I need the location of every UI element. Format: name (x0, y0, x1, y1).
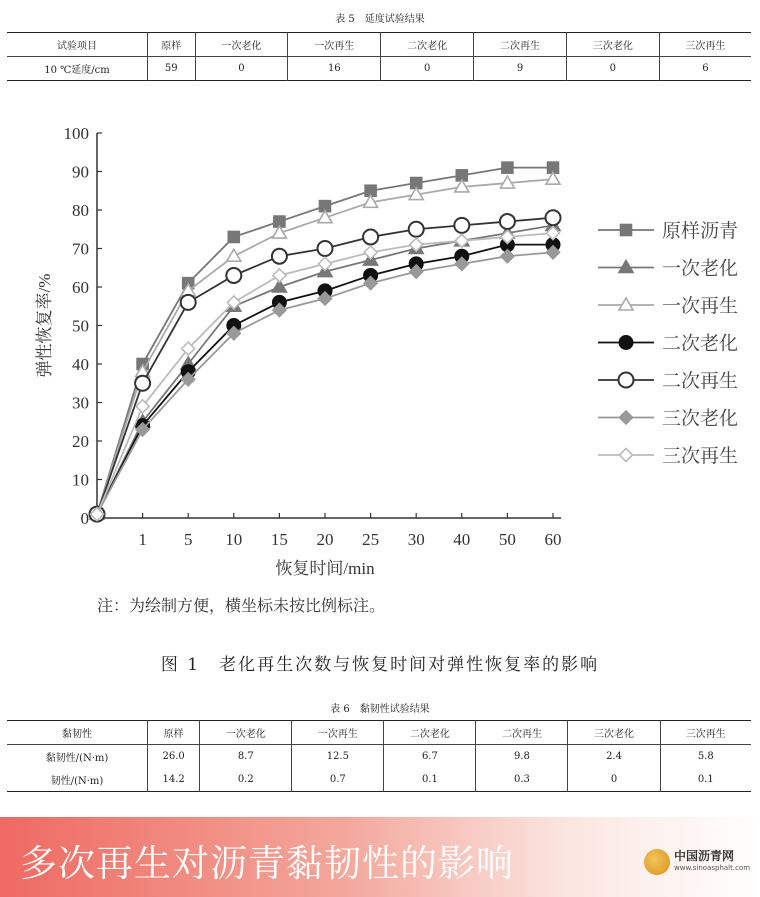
y-tick-label: 0 (80, 509, 89, 528)
table-row (7, 57, 751, 81)
x-tick-label: 5 (183, 530, 193, 549)
data-point (502, 162, 513, 173)
table5-cell: 0 (566, 57, 659, 81)
table-row (7, 745, 751, 769)
figure-caption: 图 1 老化再生次数与恢复时间对弹性恢复率的影响 (160, 655, 600, 675)
data-point (228, 231, 239, 242)
legend-entry (598, 333, 738, 355)
y-tick-label: 40 (72, 355, 89, 374)
data-point (363, 229, 378, 244)
legend-marker (620, 336, 633, 349)
table5-header-cell: 一次再生 (288, 33, 381, 57)
legend-entry (598, 258, 738, 280)
table5 (7, 32, 751, 81)
series-3 (90, 172, 560, 519)
legend-entry (598, 370, 738, 392)
table5-header-row (7, 33, 751, 57)
figure-note: 注：为绘制方便，横坐标未按比例标注。 (97, 596, 386, 615)
legend-marker (619, 261, 633, 273)
table5-cell: 10 ℃延度/cm (44, 65, 110, 76)
table6 (7, 720, 751, 792)
series-4 (91, 238, 560, 521)
data-point (500, 214, 515, 229)
legend-label: 原样沥青 (662, 221, 739, 242)
y-tick-label: 20 (72, 432, 89, 451)
table5-header-cell: 原样 (148, 33, 196, 57)
series-7 (91, 227, 560, 521)
table5-header-cell: 三次老化 (566, 33, 659, 57)
legend-entry (598, 408, 738, 430)
table6-cell: 0.3 (476, 768, 568, 792)
table6-cell: 12.5 (292, 745, 384, 769)
table5-cell: 0 (381, 57, 474, 81)
y-tick-label: 30 (72, 393, 89, 413)
y-tick-label: 100 (63, 124, 89, 143)
y-tick-label: 80 (72, 201, 89, 220)
table6-cell: 0 (568, 768, 660, 792)
elastic-recovery-chart (0, 115, 760, 590)
x-tick-label: 30 (407, 530, 425, 549)
x-tick-label: 50 (498, 530, 516, 549)
legend-label: 一次再生 (662, 296, 739, 317)
legend-label: 三次老化 (662, 408, 739, 430)
data-point (318, 241, 333, 256)
y-tick-label: 50 (72, 316, 89, 336)
table6-cell: 5.8 (660, 745, 751, 769)
table6-cell: 0.7 (292, 768, 384, 792)
table5-header-cell: 二次老化 (381, 33, 474, 57)
table6-header-cell: 二次再生 (476, 721, 568, 745)
table-row (7, 768, 751, 792)
table6-cell: 26.0 (148, 745, 200, 769)
legend-entry (598, 220, 738, 242)
data-point (135, 376, 150, 391)
chart-series (90, 162, 561, 522)
legend-marker (620, 449, 633, 462)
table6-header-row (7, 721, 751, 745)
data-point (546, 210, 561, 225)
table6-header-cell: 三次再生 (660, 721, 751, 745)
table5-cell: 0 (195, 57, 288, 81)
data-point (364, 246, 377, 259)
data-point (409, 222, 424, 237)
table6-caption: 表 6 黏韧性试验结果 (330, 704, 430, 715)
data-point (272, 249, 287, 264)
table6-cell: 黏韧性/(N·m) (45, 753, 109, 764)
table6-cell: 2.4 (568, 745, 660, 769)
series-line (97, 179, 553, 514)
legend-entry (598, 295, 738, 317)
data-point (227, 249, 241, 261)
table6-cell: 8.7 (200, 745, 292, 769)
legend-marker (619, 373, 634, 388)
x-tick-label: 40 (453, 530, 471, 549)
table6-cell: 14.2 (148, 768, 200, 792)
legend-marker (620, 411, 633, 424)
table6-cell: 9.8 (476, 745, 568, 769)
legend-marker (621, 225, 632, 236)
logo-url: www.sinoasphalt.com (674, 864, 751, 872)
legend-label: 二次再生 (662, 371, 739, 392)
table6-cell: 韧性/(N·m) (50, 776, 104, 787)
banner-title: 多次再生对沥青黏韧性的影响 (20, 842, 514, 885)
table6-header-cell: 原样 (148, 721, 200, 745)
y-axis-label: 弹性恢复率/% (35, 273, 54, 378)
table5-cell: 6 (659, 57, 751, 81)
table6-cell: 0.1 (384, 768, 476, 792)
x-tick-label: 60 (544, 530, 562, 549)
table5-header-cell: 试验项目 (7, 33, 148, 57)
x-tick-label: 10 (225, 530, 243, 549)
y-tick-label: 60 (72, 278, 89, 297)
data-point (181, 295, 196, 310)
table5-cell: 16 (288, 57, 381, 81)
table6-header-cell: 黏韧性 (7, 721, 148, 745)
y-tick-label: 10 (72, 470, 89, 490)
y-tick-label: 70 (72, 239, 89, 259)
x-tick-label: 1 (138, 530, 147, 549)
data-point (226, 268, 241, 283)
table6-header-cell: 一次再生 (292, 721, 384, 745)
bottom-banner (0, 817, 760, 897)
x-tick-label: 20 (316, 530, 334, 549)
data-point (319, 257, 332, 270)
table6-cell: 0.1 (660, 768, 751, 792)
data-point (273, 269, 286, 282)
table5-cell: 59 (148, 57, 196, 81)
table6-header-cell: 一次老化 (200, 721, 292, 745)
x-axis-label: 恢复时间/min (275, 559, 375, 578)
table6-header-cell: 二次老化 (384, 721, 476, 745)
sinoasphalt-logo-icon (644, 849, 670, 875)
legend-entry (598, 445, 738, 467)
data-point (546, 172, 560, 184)
y-tick-label: 90 (72, 162, 89, 182)
legend-label: 一次老化 (662, 258, 739, 280)
legend-label: 二次老化 (662, 333, 739, 355)
table6-header-cell: 三次老化 (568, 721, 660, 745)
data-point (501, 250, 514, 263)
table5-cell: 9 (474, 57, 567, 81)
data-point (454, 218, 469, 233)
table5-header-cell: 三次再生 (659, 33, 751, 57)
table5-header-cell: 二次再生 (474, 33, 567, 57)
logo-name: 中国沥青网 (674, 849, 735, 863)
legend-label: 三次再生 (662, 446, 739, 467)
x-tick-label: 15 (270, 530, 288, 549)
legend-marker (619, 298, 633, 310)
chart-axes (35, 124, 562, 578)
table6-cell: 6.7 (384, 745, 476, 769)
chart-legend (598, 220, 738, 467)
x-tick-label: 25 (362, 530, 380, 549)
table5-header-cell: 一次老化 (195, 33, 288, 57)
table6-cell: 0.2 (200, 768, 292, 792)
table5-caption: 表 5 延度试验结果 (335, 14, 425, 25)
